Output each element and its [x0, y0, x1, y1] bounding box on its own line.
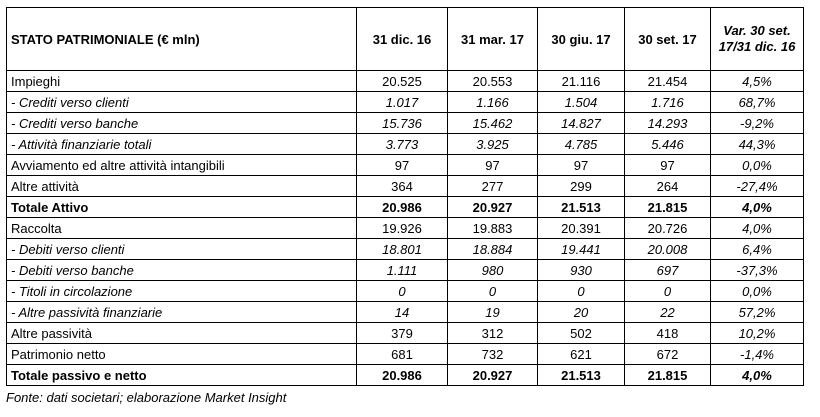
- value-cell: 681: [357, 344, 448, 365]
- value-cell: 21.815: [625, 197, 711, 218]
- header-period: 31 mar. 17: [448, 8, 538, 71]
- variation-cell: 0,0%: [711, 281, 804, 302]
- value-cell: 21.815: [625, 365, 711, 386]
- variation-cell: 4,5%: [711, 71, 804, 92]
- value-cell: 21.513: [538, 197, 625, 218]
- variation-cell: -1,4%: [711, 344, 804, 365]
- value-cell: 0: [357, 281, 448, 302]
- value-cell: 21.454: [625, 71, 711, 92]
- row-label: Altre attività: [7, 176, 357, 197]
- value-cell: 312: [448, 323, 538, 344]
- value-cell: 364: [357, 176, 448, 197]
- value-cell: 299: [538, 176, 625, 197]
- value-cell: 97: [625, 155, 711, 176]
- header-period: 30 set. 17: [625, 8, 711, 71]
- table-row: [7, 302, 804, 323]
- table-row: [7, 260, 804, 281]
- value-cell: 1.111: [357, 260, 448, 281]
- value-cell: 19.441: [538, 239, 625, 260]
- header-variation: Var. 30 set. 17/31 dic. 16: [711, 8, 804, 71]
- value-cell: 20.391: [538, 218, 625, 239]
- value-cell: 15.736: [357, 113, 448, 134]
- row-label: - Crediti verso banche: [7, 113, 357, 134]
- row-label: - Attività finanziarie totali: [7, 134, 357, 155]
- value-cell: 621: [538, 344, 625, 365]
- table-row: [7, 218, 804, 239]
- row-label: Raccolta: [7, 218, 357, 239]
- variation-cell: 4,0%: [711, 197, 804, 218]
- variation-cell: 10,2%: [711, 323, 804, 344]
- balance-sheet-table: [6, 7, 804, 386]
- variation-cell: 44,3%: [711, 134, 804, 155]
- table-row: [7, 92, 804, 113]
- value-cell: 20: [538, 302, 625, 323]
- value-cell: 277: [448, 176, 538, 197]
- value-cell: 21.116: [538, 71, 625, 92]
- variation-cell: -27,4%: [711, 176, 804, 197]
- value-cell: 3.773: [357, 134, 448, 155]
- balance-sheet-container: [6, 7, 804, 405]
- value-cell: 502: [538, 323, 625, 344]
- header-label: STATO PATRIMONIALE (€ mln): [7, 8, 357, 71]
- value-cell: 418: [625, 323, 711, 344]
- total-row: [7, 365, 804, 386]
- variation-cell: -9,2%: [711, 113, 804, 134]
- value-cell: 0: [538, 281, 625, 302]
- value-cell: 20.726: [625, 218, 711, 239]
- value-cell: 4.785: [538, 134, 625, 155]
- value-cell: 14: [357, 302, 448, 323]
- value-cell: 3.925: [448, 134, 538, 155]
- value-cell: 1.716: [625, 92, 711, 113]
- value-cell: 732: [448, 344, 538, 365]
- table-row: [7, 71, 804, 92]
- value-cell: 5.446: [625, 134, 711, 155]
- value-cell: 18.801: [357, 239, 448, 260]
- value-cell: 19: [448, 302, 538, 323]
- row-label: - Altre passività finanziarie: [7, 302, 357, 323]
- table-row: [7, 134, 804, 155]
- row-label: Avviamento ed altre attività intangibili: [7, 155, 357, 176]
- value-cell: 20.008: [625, 239, 711, 260]
- value-cell: 15.462: [448, 113, 538, 134]
- value-cell: 379: [357, 323, 448, 344]
- row-label: Totale Attivo: [7, 197, 357, 218]
- variation-cell: 0,0%: [711, 155, 804, 176]
- row-label: Totale passivo e netto: [7, 365, 357, 386]
- value-cell: 264: [625, 176, 711, 197]
- variation-cell: -37,3%: [711, 260, 804, 281]
- table-row: [7, 323, 804, 344]
- value-cell: 697: [625, 260, 711, 281]
- header-row: [7, 8, 804, 71]
- row-label: - Crediti verso clienti: [7, 92, 357, 113]
- value-cell: 0: [625, 281, 711, 302]
- source-note: Fonte: dati societari; elaborazione Market Insight: [6, 390, 287, 405]
- table-row: [7, 344, 804, 365]
- table-row: [7, 113, 804, 134]
- row-label: - Debiti verso clienti: [7, 239, 357, 260]
- value-cell: 980: [448, 260, 538, 281]
- value-cell: 930: [538, 260, 625, 281]
- table-row: [7, 176, 804, 197]
- value-cell: 0: [448, 281, 538, 302]
- table-row: [7, 281, 804, 302]
- row-label: Patrimonio netto: [7, 344, 357, 365]
- row-label: Altre passività: [7, 323, 357, 344]
- variation-cell: 4,0%: [711, 218, 804, 239]
- variation-cell: 68,7%: [711, 92, 804, 113]
- variation-cell: 57,2%: [711, 302, 804, 323]
- variation-cell: 4,0%: [711, 365, 804, 386]
- value-cell: 20.986: [357, 197, 448, 218]
- value-cell: 1.504: [538, 92, 625, 113]
- value-cell: 1.166: [448, 92, 538, 113]
- header-period: 30 giu. 17: [538, 8, 625, 71]
- value-cell: 19.883: [448, 218, 538, 239]
- table-row: [7, 239, 804, 260]
- table-body: [7, 71, 804, 386]
- row-label: - Titoli in circolazione: [7, 281, 357, 302]
- value-cell: 20.927: [448, 365, 538, 386]
- value-cell: 97: [448, 155, 538, 176]
- value-cell: 19.926: [357, 218, 448, 239]
- value-cell: 20.553: [448, 71, 538, 92]
- value-cell: 20.927: [448, 197, 538, 218]
- table-row: [7, 155, 804, 176]
- total-row: [7, 197, 804, 218]
- value-cell: 22: [625, 302, 711, 323]
- value-cell: 20.986: [357, 365, 448, 386]
- value-cell: 21.513: [538, 365, 625, 386]
- row-label: Impieghi: [7, 71, 357, 92]
- value-cell: 20.525: [357, 71, 448, 92]
- value-cell: 1.017: [357, 92, 448, 113]
- value-cell: 672: [625, 344, 711, 365]
- value-cell: 97: [357, 155, 448, 176]
- variation-cell: 6,4%: [711, 239, 804, 260]
- value-cell: 97: [538, 155, 625, 176]
- row-label: - Debiti verso banche: [7, 260, 357, 281]
- value-cell: 14.293: [625, 113, 711, 134]
- value-cell: 18.884: [448, 239, 538, 260]
- value-cell: 14.827: [538, 113, 625, 134]
- header-period: 31 dic. 16: [357, 8, 448, 71]
